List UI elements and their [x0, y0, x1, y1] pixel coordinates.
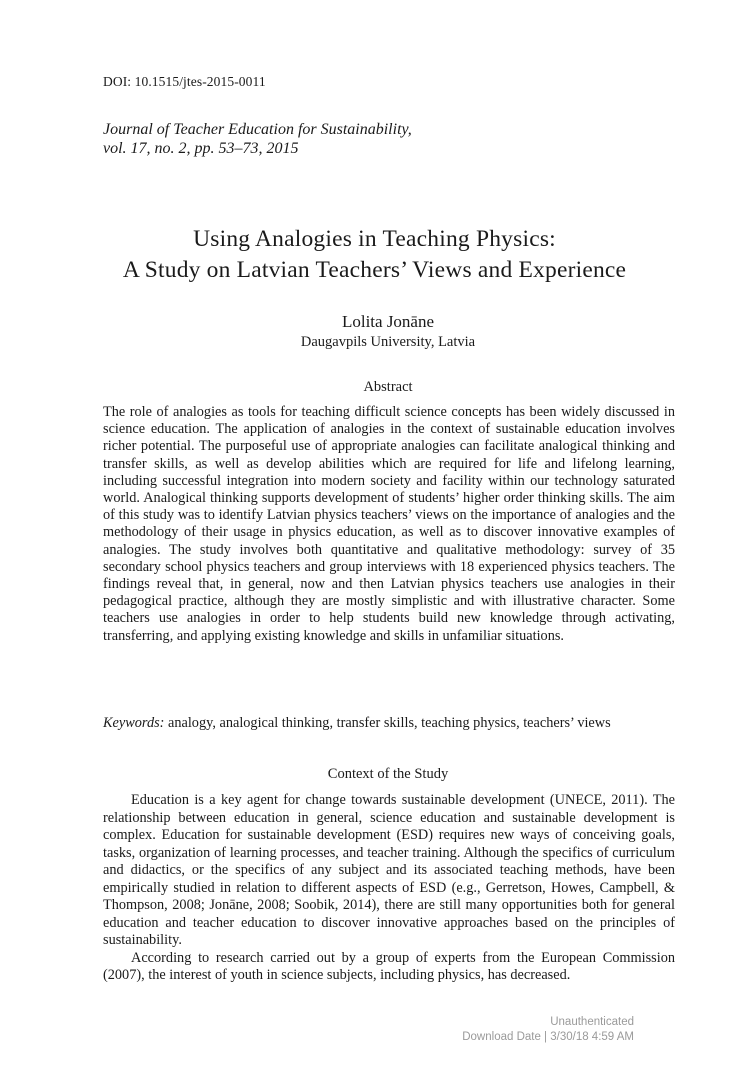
- journal-citation: [103, 120, 412, 158]
- paragraph-1: Education is a key agent for change towards sustainable development (UNECE, 2011). The relationship between education in general, science education and sustainable development is complex. Education for sustainable development (ESD) requires new ways of conceiving goals, tasks, organization of learning processes, and teacher training. Although the specifics of curriculum and didactics, or the specifics of any subject and its associated teaching methods, have been empirically studied in relation to different aspects of ESD (e.g., Gerretson, Howes, Campbell, & Thompson, 2008; Jonāne, 2008; Soobik, 2014), there are still many opportunities both for general education and teacher education to discover innovative approaches based on the principles of sustainability.: [103, 792, 675, 948]
- doi-line: DOI: 10.1515/jtes-2015-0011: [103, 74, 266, 89]
- section-body: [103, 792, 675, 985]
- keywords-list: analogy, analogical thinking, transfer skills, teaching physics, teachers’ views: [164, 715, 611, 731]
- stamp-line-2: Download Date | 3/30/18 4:59 AM: [462, 1031, 634, 1043]
- article-title: [60, 224, 689, 286]
- download-stamp: [462, 1015, 634, 1045]
- author-affiliation: Daugavpils University, Latvia: [300, 334, 476, 350]
- paragraph-2: According to research carried out by a group of experts from the European Commission (2007), the interest of youth in science subjects, including physics, has decreased.: [103, 949, 675, 983]
- title-line-2: A Study on Latvian Teachers’ Views and Experience: [122, 257, 627, 283]
- keywords-label: Keywords:: [103, 715, 165, 731]
- author-name: Lolita Jonāne: [341, 312, 435, 331]
- title-line-1: Using Analogies in Teaching Physics:: [193, 226, 556, 252]
- keywords-line: [103, 715, 683, 732]
- section-heading: Context of the Study: [327, 766, 449, 782]
- journal-line-2: vol. 17, no. 2, pp. 53–73, 2015: [103, 140, 299, 157]
- abstract-heading: Abstract: [363, 379, 413, 395]
- stamp-line-1: Unauthenticated: [550, 1016, 634, 1028]
- journal-line-1: Journal of Teacher Education for Sustainability,: [103, 121, 412, 138]
- abstract-text: The role of analogies as tools for teaching difficult science concepts has been widely discussed in science education. The application of analogies in the context of sustainable education involves richer potential. The purposeful use of appropriate analogies can facilitate analogical thinking and transfer skills, as well as develop abilities which are required for life and lifelong learning, including successful integration into modern society and facility within our technology saturated world. Analogical thinking supports development of students’ higher order thinking skills. The aim of this study was to identify Latvian physics teachers’ views on the importance of analogies and the methodology of their usage in physics education, as well as to discover innovative examples of analogies. The study involves both quantitative and qualitative methodology: survey of 35 secondary school physics teachers and group interviews with 18 experienced physics teachers. The findings reveal that, in general, now and then Latvian physics teachers use analogies in their pedagogical practice, although they are mostly simplistic and with illustrative character. Some teachers use analogies in order to help students build new knowledge through activating, transferring, and applying existing knowledge and skills in unfamiliar situations.: [103, 404, 675, 644]
